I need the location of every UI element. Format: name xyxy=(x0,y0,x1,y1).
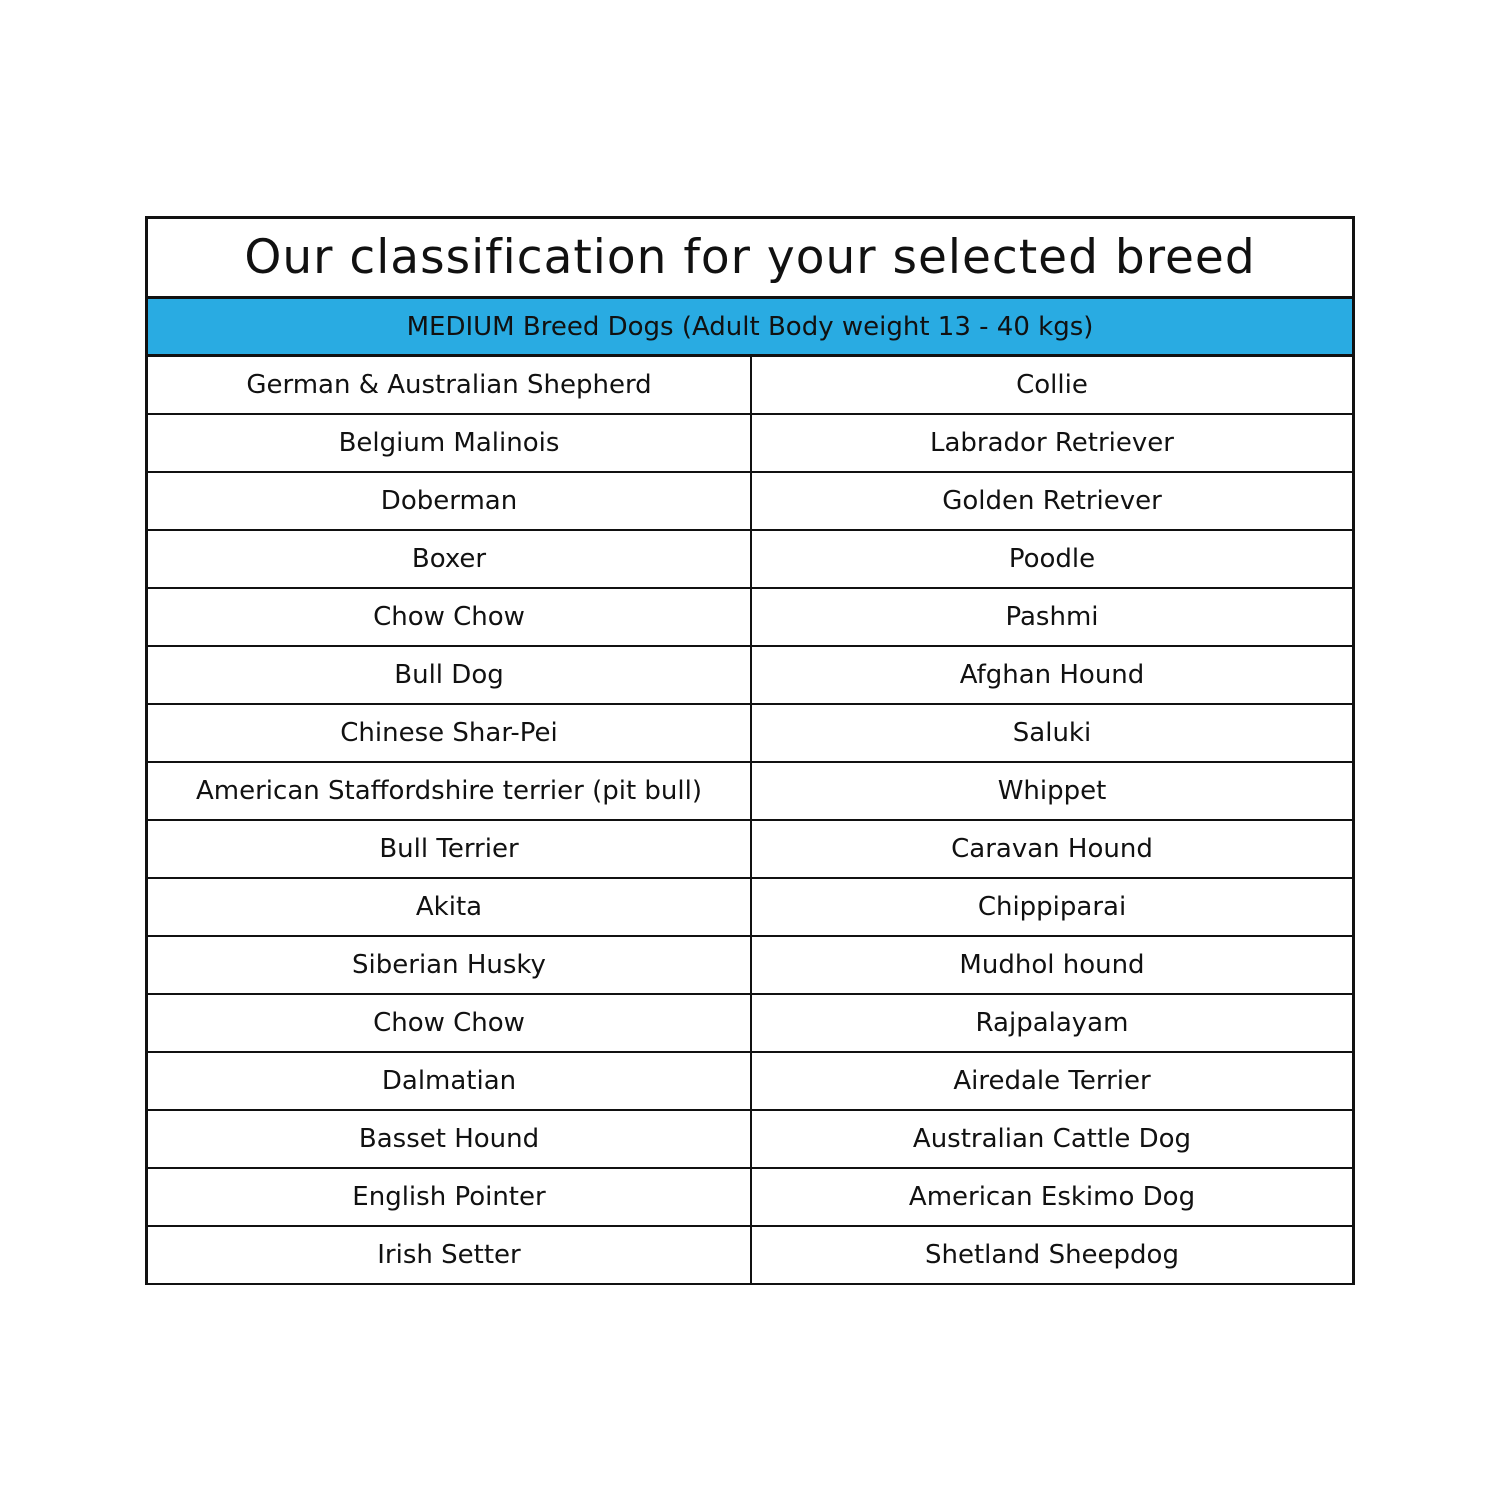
breed-cell-left: German & Australian Shepherd xyxy=(148,357,751,414)
table-row xyxy=(148,994,1352,1052)
breed-cell-left: Siberian Husky xyxy=(148,936,751,994)
table-row xyxy=(148,878,1352,936)
breed-cell-left: Basset Hound xyxy=(148,1110,751,1168)
category-header: MEDIUM Breed Dogs (Adult Body weight 13 - 40 kgs) xyxy=(148,299,1352,357)
breed-cell-left: Akita xyxy=(148,878,751,936)
breed-table xyxy=(148,357,1352,1285)
table-row xyxy=(148,704,1352,762)
breed-cell-left: Chow Chow xyxy=(148,588,751,646)
breed-cell-left: Irish Setter xyxy=(148,1226,751,1284)
breed-cell-left: Chinese Shar-Pei xyxy=(148,704,751,762)
table-row xyxy=(148,1226,1352,1284)
breed-cell-right: Collie xyxy=(751,357,1352,414)
breed-cell-left: Belgium Malinois xyxy=(148,414,751,472)
table-row xyxy=(148,588,1352,646)
breed-cell-left: Doberman xyxy=(148,472,751,530)
breed-table-body xyxy=(148,357,1352,1284)
table-row xyxy=(148,357,1352,414)
breed-cell-right: Whippet xyxy=(751,762,1352,820)
breed-cell-left: Bull Dog xyxy=(148,646,751,704)
table-row xyxy=(148,472,1352,530)
breed-cell-right: Australian Cattle Dog xyxy=(751,1110,1352,1168)
breed-cell-right: Mudhol hound xyxy=(751,936,1352,994)
table-row xyxy=(148,820,1352,878)
breed-cell-left: Chow Chow xyxy=(148,994,751,1052)
breed-cell-right: Rajpalayam xyxy=(751,994,1352,1052)
table-row xyxy=(148,646,1352,704)
breed-cell-left: Boxer xyxy=(148,530,751,588)
table-row xyxy=(148,530,1352,588)
table-row xyxy=(148,936,1352,994)
breed-cell-right: Caravan Hound xyxy=(751,820,1352,878)
table-title: Our classification for your selected breed xyxy=(148,219,1352,299)
breed-cell-right: American Eskimo Dog xyxy=(751,1168,1352,1226)
breed-cell-right: Poodle xyxy=(751,530,1352,588)
classification-table xyxy=(145,216,1355,1285)
breed-cell-right: Chippiparai xyxy=(751,878,1352,936)
table-row xyxy=(148,1168,1352,1226)
breed-cell-right: Afghan Hound xyxy=(751,646,1352,704)
breed-cell-right: Golden Retriever xyxy=(751,472,1352,530)
breed-cell-right: Shetland Sheepdog xyxy=(751,1226,1352,1284)
table-row xyxy=(148,1052,1352,1110)
table-row xyxy=(148,1110,1352,1168)
breed-cell-right: Labrador Retriever xyxy=(751,414,1352,472)
breed-cell-right: Pashmi xyxy=(751,588,1352,646)
breed-cell-left: American Staffordshire terrier (pit bull) xyxy=(148,762,751,820)
breed-cell-right: Airedale Terrier xyxy=(751,1052,1352,1110)
table-row xyxy=(148,762,1352,820)
breed-cell-left: Bull Terrier xyxy=(148,820,751,878)
breed-cell-left: English Pointer xyxy=(148,1168,751,1226)
breed-cell-left: Dalmatian xyxy=(148,1052,751,1110)
breed-cell-right: Saluki xyxy=(751,704,1352,762)
table-row xyxy=(148,414,1352,472)
